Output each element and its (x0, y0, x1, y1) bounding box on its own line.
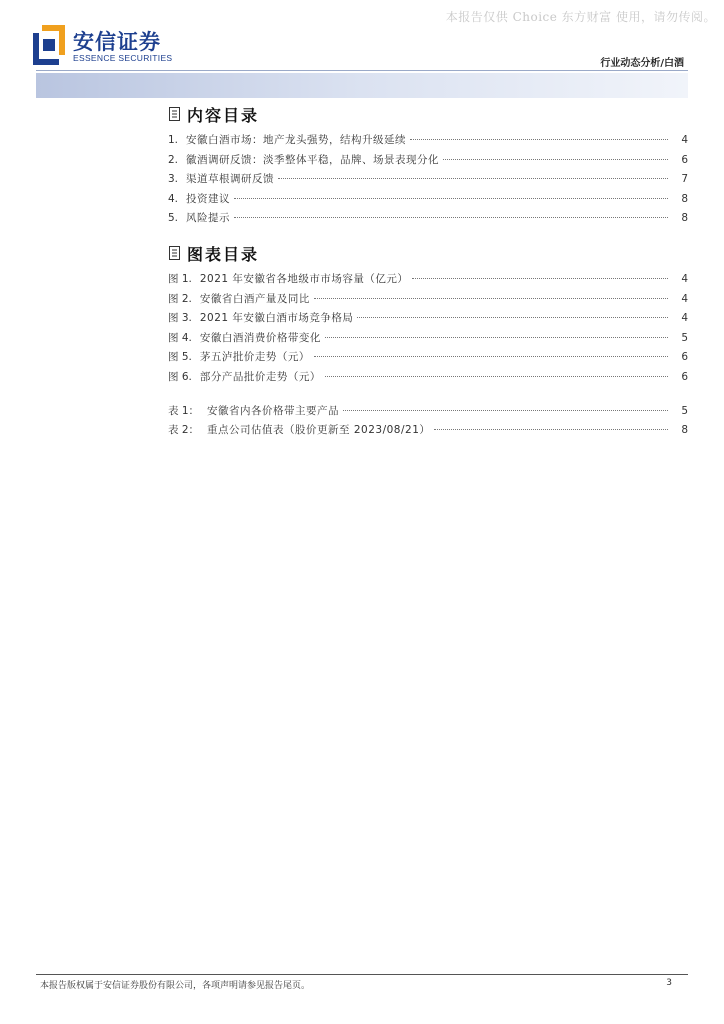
dot-leader (325, 328, 668, 338)
toc-entry[interactable] (168, 209, 688, 229)
figure-entry-page: 5 (681, 331, 688, 344)
toc-entry-text: 安徽白酒市场：地产龙头强势，结构升级延续 (186, 134, 407, 146)
table-entry-text: 安徽省内各价格带主要产品 (207, 404, 340, 417)
toc-entry[interactable] (168, 131, 688, 151)
footer-divider (36, 974, 688, 975)
toc-entry[interactable] (168, 170, 688, 190)
dot-leader (410, 130, 668, 140)
figure-entry-number: 图 4. (168, 331, 192, 344)
toc-entry-number: 4. (168, 192, 179, 205)
document-icon (168, 107, 181, 121)
figure-entry-number: 图 5. (168, 351, 192, 364)
toc-entry-page: 7 (681, 173, 688, 186)
figure-entry[interactable] (168, 270, 688, 290)
toc-entry-text: 徽酒调研反馈：淡季整体平稳，品牌、场景表现分化 (186, 153, 440, 166)
figure-entry[interactable] (168, 368, 688, 388)
toc-entry-page: 6 (681, 153, 688, 166)
toc-entry-text: 渠道草根调研反馈 (186, 173, 275, 186)
table-entry-number: 表 1： (168, 404, 200, 417)
figure-entry-number: 图 6. (168, 370, 192, 383)
dot-leader (314, 289, 668, 299)
dot-leader (343, 401, 668, 411)
spacer (168, 388, 688, 402)
figure-entry-text: 安徽省白酒产量及同比 (199, 292, 310, 305)
figure-entry-number: 图 2. (168, 292, 192, 305)
table-entry-page: 8 (681, 424, 688, 437)
figure-entry-page: 6 (681, 370, 688, 383)
toc-entry[interactable] (168, 190, 688, 210)
figures-title: 图表目录 (187, 244, 260, 264)
page-number: 3 (666, 978, 672, 988)
figure-entry-page: 4 (681, 312, 688, 325)
toc-entry-page: 8 (681, 212, 688, 225)
table-entry-text: 重点公司估值表（股价更新至 2023/08/21） (207, 424, 431, 437)
figure-entry[interactable] (168, 348, 688, 368)
table-entry-page: 5 (681, 404, 688, 417)
figure-entry-number: 图 3. (168, 312, 192, 325)
toc-entry-text: 风险提示 (186, 212, 231, 225)
dot-leader (234, 208, 668, 218)
dot-leader (357, 308, 668, 318)
toc-entry-number: 2. (168, 153, 179, 166)
dot-leader (234, 189, 668, 199)
dot-leader (314, 347, 668, 357)
figure-entry-text: 茅五泸批价走势（元） (199, 351, 310, 364)
dot-leader (434, 420, 668, 430)
figures-section (168, 241, 688, 441)
figure-entry[interactable] (168, 329, 688, 349)
figure-entry-text: 安徽白酒消费价格带变化 (199, 331, 321, 344)
toc-title: 内容目录 (187, 105, 260, 125)
logo-name-en: ESSENCE SECURITIES (73, 53, 173, 63)
toc-entry-number: 5. (168, 212, 179, 225)
toc-entry-page: 8 (681, 192, 688, 205)
dot-leader (412, 269, 668, 279)
header-band (36, 73, 688, 98)
toc-entry-text: 投资建议 (186, 192, 231, 205)
figure-entry-text: 2021 年安徽省各地级市市场容量（亿元） (199, 273, 409, 285)
header-divider (36, 70, 688, 71)
table-entry[interactable] (168, 402, 688, 422)
dot-leader (278, 169, 668, 179)
toc-entry-page: 4 (681, 134, 688, 146)
toc-entry-number: 3. (168, 173, 179, 186)
figure-entry[interactable] (168, 290, 688, 310)
figure-entry-page: 6 (681, 351, 688, 364)
figure-entry-page: 4 (681, 292, 688, 305)
document-icon (168, 246, 181, 260)
toc-heading (168, 102, 688, 126)
figure-entry-text: 部分产品批价走势（元） (199, 370, 321, 383)
table-entry-number: 表 2： (168, 424, 200, 437)
dot-leader (325, 367, 668, 377)
toc-section (168, 102, 688, 229)
logo-name-cn: 安信证券 (73, 30, 161, 54)
logo-mark-icon (33, 25, 65, 65)
toc-entry[interactable] (168, 151, 688, 171)
table-entry[interactable] (168, 421, 688, 441)
figure-entry[interactable] (168, 309, 688, 329)
report-category: 行业动态分析/白酒 (600, 58, 684, 69)
figure-entry-page: 4 (681, 273, 688, 285)
figure-entry-number: 图 1. (168, 273, 192, 285)
dot-leader (443, 150, 668, 160)
company-logo (33, 25, 183, 67)
figure-entry-text: 2021 年安徽白酒市场竞争格局 (199, 312, 354, 325)
watermark: 本报告仅供 Choice 东方财富 使用，请勿传阅。 (445, 10, 716, 24)
footer-disclaimer: 本报告版权属于安信证券股份有限公司，各项声明请参见报告尾页。 (40, 981, 311, 991)
figures-heading (168, 241, 688, 265)
toc-entry-number: 1. (168, 134, 179, 146)
